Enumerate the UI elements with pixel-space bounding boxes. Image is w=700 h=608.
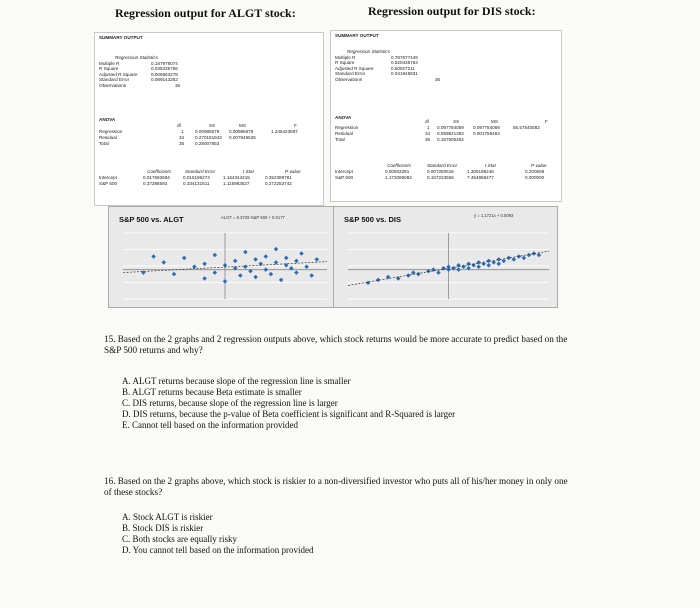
data-point — [294, 270, 299, 275]
data-point — [162, 260, 167, 265]
stat-row: R Square 0.620435764 — [335, 60, 418, 66]
regression-stats-table — [99, 61, 189, 88]
data-point — [213, 270, 218, 275]
data-point — [461, 264, 466, 269]
question-16-options — [122, 512, 313, 556]
option-b[interactable]: B. Stock DIS is riskier — [122, 523, 204, 533]
data-point — [315, 257, 320, 262]
question-15-options — [122, 376, 455, 431]
option-b[interactable]: B. ALGT returns because Beta estimate is smaller — [122, 387, 302, 397]
dis-heading: Regression output for DIS stock: — [368, 4, 536, 18]
anova-label: ANOVA — [99, 117, 116, 122]
data-point — [182, 256, 187, 261]
anova-row: Total 35 0.157605452 — [335, 137, 464, 142]
anova-table — [99, 123, 319, 147]
option-c[interactable]: C. DIS returns, because slope of the regression line is larger — [122, 398, 338, 408]
chart-legend: y = 1.1721x + 0.0093 — [474, 213, 514, 218]
coef-row: Intercept 0.017693694 0.015196274 1.164344215 0.252389781 — [99, 175, 292, 180]
data-point — [264, 267, 269, 272]
data-point — [274, 247, 279, 252]
option-d[interactable]: D. You cannot tell based on the information provided — [122, 545, 314, 555]
data-point — [238, 273, 243, 278]
data-point — [496, 262, 501, 267]
regression-statistics-label: Regression Statistics — [115, 55, 158, 60]
data-point — [243, 264, 248, 269]
data-point — [284, 256, 289, 261]
regression-stats-table — [335, 55, 455, 82]
stat-row: R Square 0.035335756 — [99, 66, 178, 72]
data-point — [264, 254, 269, 259]
chart-title: S&P 500 vs. ALGT — [119, 215, 184, 224]
anova-header: df SS MS F — [177, 123, 297, 128]
regression-statistics-label: Regression Statistics — [347, 49, 390, 54]
stat-row: Observations 36 — [335, 76, 441, 82]
data-point — [512, 257, 517, 262]
data-point — [269, 272, 274, 277]
stat-row: Standard Error 0.041945831 — [335, 71, 418, 77]
coefficients-table — [335, 163, 559, 181]
data-point — [416, 272, 421, 277]
anova-table — [335, 119, 559, 143]
dis-regression-panel — [330, 30, 562, 202]
chart-legend: ALGT = 0.3729·S&P 500 + 0.0177 — [221, 215, 285, 220]
algt-scatter-plot — [109, 227, 335, 307]
data-point — [172, 272, 177, 277]
data-point — [527, 253, 532, 258]
anova-row: Regression 1 0.097784059 0.097784059 55.57540582 — [335, 125, 540, 130]
coef-header: Coefficients Standard Error t Stat P-value — [147, 169, 301, 174]
summary-output-label: SUMMARY OUTPUT — [99, 35, 143, 40]
coef-row: Intercept 0.00933281 0.007250515 1.305198246 0.200608 — [335, 169, 545, 174]
anova-row: Regression 1 0.00985679 0.00985679 1.245423697 — [99, 129, 298, 134]
question-16-text: 16. Based on the 2 graphs above, which stock is riskier to a non-diversified investor who puts all of his/her money in only one of these stocks? — [104, 476, 568, 497]
option-a[interactable]: A. ALGT returns because slope of the regression line is smaller — [122, 376, 351, 386]
question-15-text: 15. Based on the 2 graphs and 2 regression outputs above, which stock returns would be more accurate to predict based on the S&P 500 returns and why? — [104, 334, 568, 355]
data-point — [192, 264, 197, 269]
anova-row: Residual 34 0.270181843 0.007946525 — [99, 135, 256, 140]
algt-heading: Regression output for ALGT stock: — [115, 6, 296, 20]
stat-row: Observations 36 — [99, 82, 181, 88]
option-d[interactable]: D. DIS returns, because the p-value of Beta coefficient is significant and R-Squared is larger — [122, 409, 456, 419]
anova-label: ANOVA — [335, 115, 352, 120]
data-point — [522, 256, 527, 261]
coef-row: S&P 500 1.172095083 0.157223556 7.454958477 0.000000 — [335, 175, 545, 180]
data-point — [151, 254, 156, 259]
data-point — [243, 250, 248, 255]
stat-row: Standard Error 0.089143282 — [99, 77, 178, 83]
anova-row: Total 35 0.28007853 — [99, 141, 220, 146]
stat-row: Multiple R 0.787677449 — [335, 55, 418, 60]
stat-row: Adjusted R Square 0.60927211 — [335, 65, 415, 71]
data-point — [456, 267, 461, 272]
data-point — [253, 275, 258, 280]
data-point — [202, 262, 207, 267]
option-a[interactable]: A. Stock ALGT is riskier — [122, 512, 213, 522]
coefficients-table — [99, 169, 321, 187]
coef-row: S&P 500 0.37288593 0.334131511 1.115983527 0.272253742 — [99, 181, 292, 186]
summary-output-label: SUMMARY OUTPUT — [335, 33, 379, 38]
anova-header: df SS MS F — [425, 119, 548, 124]
data-point — [502, 259, 507, 264]
data-point — [436, 270, 441, 275]
data-point — [233, 259, 238, 264]
stat-row: Multiple R 0.187978074 — [99, 61, 178, 66]
data-point — [486, 263, 491, 268]
coef-header: Coefficients Standard Error t Stat P-value — [387, 163, 547, 168]
dis-scatter-plot — [334, 227, 557, 307]
algt-chart-panel — [108, 206, 336, 308]
data-point — [279, 278, 284, 283]
option-c[interactable]: C. Both stocks are equally risky — [122, 534, 237, 544]
data-point — [253, 257, 258, 262]
data-point — [223, 279, 228, 284]
data-point — [537, 253, 542, 258]
option-e[interactable]: E. Cannot tell based on the information provided — [122, 420, 298, 430]
algt-regression-panel — [94, 32, 324, 206]
data-point — [294, 259, 299, 264]
data-point — [309, 273, 314, 278]
stat-row: Adjusted R Square 0.006963278 — [99, 71, 178, 77]
data-point — [366, 281, 371, 286]
data-point — [299, 251, 304, 256]
data-point — [476, 264, 481, 269]
data-point — [213, 253, 218, 258]
data-point — [304, 264, 309, 269]
chart-title: S&P 500 vs. DIS — [344, 215, 401, 224]
data-point — [202, 276, 207, 281]
data-point — [476, 260, 481, 265]
dis-chart-panel — [333, 206, 558, 308]
anova-row: Residual 34 0.059821393 0.001759453 — [335, 131, 500, 136]
